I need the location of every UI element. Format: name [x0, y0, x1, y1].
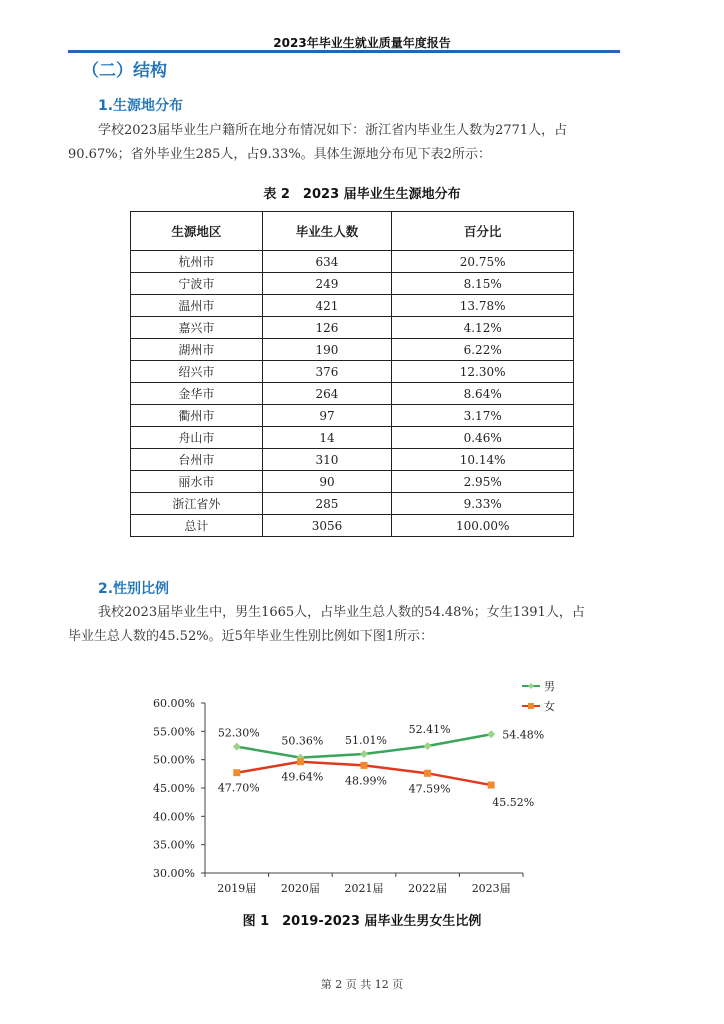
- table-row: [131, 273, 574, 295]
- table-cell: 4.12%: [392, 317, 574, 339]
- table-cell: 12.30%: [392, 361, 574, 383]
- gender-ratio-line-chart: [130, 672, 570, 902]
- male-data-point: [424, 742, 432, 750]
- male-data-label: 51.01%: [345, 733, 387, 747]
- table-header-row: [131, 212, 574, 251]
- legend-male-label: 男: [544, 680, 555, 693]
- table-cell: 10.14%: [392, 449, 574, 471]
- table-row: [131, 427, 574, 449]
- table-cell: 634: [262, 251, 392, 273]
- male-data-label: 54.48%: [502, 728, 545, 742]
- table-caption: 表 2 2023 届毕业生生源地分布: [263, 187, 461, 202]
- table-row: [131, 471, 574, 493]
- x-tick-label: 2021届: [344, 882, 384, 895]
- female-data-label: 47.70%: [217, 781, 260, 795]
- table-cell: 3.17%: [392, 405, 574, 427]
- female-data-label: 47.59%: [408, 782, 451, 796]
- table-cell: 285: [262, 493, 392, 515]
- male-data-label: 52.30%: [217, 726, 260, 740]
- table-cell: 衢州市: [131, 405, 263, 427]
- table-cell: 台州市: [131, 449, 263, 471]
- table-cell: 97: [262, 405, 392, 427]
- table-cell: 舟山市: [131, 427, 263, 449]
- table-row: [131, 295, 574, 317]
- table-cell: 264: [262, 383, 392, 405]
- subsection-title-gender: 2.性别比例: [98, 581, 170, 597]
- female-data-label: 48.99%: [345, 774, 387, 788]
- paragraph-gender-line1: 我校2023届毕业生中，男生1665人，占毕业生总人数的54.48%；女生1391人，占: [98, 605, 585, 620]
- male-data-label: 52.41%: [408, 723, 451, 737]
- table-cell: 宁波市: [131, 273, 263, 295]
- table-cell: 杭州市: [131, 251, 263, 273]
- y-tick-label: 50.00%: [153, 753, 195, 767]
- section-title: （二）结构: [82, 61, 167, 81]
- female-data-point: [488, 782, 495, 789]
- table-cell: 2.95%: [392, 471, 574, 493]
- table-cell: 190: [262, 339, 392, 361]
- table-cell: 126: [262, 317, 392, 339]
- x-tick-label: 2023届: [471, 882, 511, 895]
- table-cell: 金华市: [131, 383, 263, 405]
- female-data-point: [361, 762, 368, 769]
- female-data-label: 45.52%: [492, 796, 535, 810]
- table-cell: 249: [262, 273, 392, 295]
- legend-male-marker: [528, 683, 534, 689]
- male-data-point: [360, 750, 368, 758]
- legend-female-marker: [528, 703, 534, 709]
- header-rule: [68, 50, 620, 53]
- table-cell: 绍兴市: [131, 361, 263, 383]
- paragraph-origin: [68, 119, 630, 167]
- x-tick-label: 2022届: [408, 882, 448, 895]
- y-tick-label: 40.00%: [153, 810, 195, 824]
- table-row: [131, 515, 574, 537]
- table-cell: 421: [262, 295, 392, 317]
- table-cell: 310: [262, 449, 392, 471]
- female-data-point: [233, 769, 240, 776]
- male-data-point: [487, 730, 495, 738]
- paragraph-origin-line1: 学校2023届毕业生户籍所在地分布情况如下：浙江省内毕业生人数为2771人，占: [98, 123, 568, 138]
- page-footer: 第 2 页 共 12 页: [320, 978, 404, 991]
- y-tick-label: 30.00%: [153, 867, 195, 880]
- y-tick-label: 60.00%: [153, 697, 195, 710]
- table-cell: 9.33%: [392, 493, 574, 515]
- table-cell: 嘉兴市: [131, 317, 263, 339]
- y-tick-label: 45.00%: [153, 782, 195, 795]
- table-cell: 温州市: [131, 295, 263, 317]
- table-cell: 总计: [131, 515, 263, 537]
- table-cell: 100.00%: [392, 515, 574, 537]
- paragraph-gender-line2: 毕业生总人数的45.52%。近5年毕业生性别比例如下图1所示：: [68, 629, 434, 644]
- table-cell: 浙江省外: [131, 493, 263, 515]
- table-header-cell: 毕业生人数: [262, 212, 392, 251]
- table-row: [131, 383, 574, 405]
- female-data-point: [297, 758, 304, 765]
- table-row: [131, 449, 574, 471]
- x-tick-label: 2020届: [280, 882, 320, 895]
- table-row: [131, 493, 574, 515]
- table-header-cell: 生源地区: [131, 212, 263, 251]
- table-cell: 丽水市: [131, 471, 263, 493]
- table-cell: 8.15%: [392, 273, 574, 295]
- table-cell: 90: [262, 471, 392, 493]
- table-cell: 376: [262, 361, 392, 383]
- male-data-label: 50.36%: [281, 734, 324, 748]
- legend-female-label: 女: [544, 700, 555, 713]
- table-cell: 20.75%: [392, 251, 574, 273]
- male-data-point: [233, 743, 241, 751]
- origin-table: [130, 211, 574, 537]
- y-tick-label: 35.00%: [153, 838, 195, 852]
- table-cell: 8.64%: [392, 383, 574, 405]
- x-tick-label: 2019届: [217, 882, 257, 895]
- table-row: [131, 317, 574, 339]
- paragraph-origin-line2: 90.67%；省外毕业生285人，占9.33%。具体生源地分布见下表2所示：: [68, 147, 491, 162]
- figure-caption: 图 1 2019-2023 届毕业生男女生比例: [242, 914, 482, 929]
- page-header-title: 2023年毕业生就业质量年度报告: [273, 36, 451, 50]
- table-cell: 湖州市: [131, 339, 263, 361]
- table-row: [131, 361, 574, 383]
- female-data-label: 49.64%: [281, 770, 324, 784]
- table-cell: 14: [262, 427, 392, 449]
- table-row: [131, 405, 574, 427]
- table-row: [131, 339, 574, 361]
- female-data-point: [424, 770, 431, 777]
- table-header-cell: 百分比: [392, 212, 574, 251]
- table-row: [131, 251, 574, 273]
- table-cell: 6.22%: [392, 339, 574, 361]
- paragraph-gender: [68, 601, 630, 649]
- table-cell: 3056: [262, 515, 392, 537]
- table-cell: 0.46%: [392, 427, 574, 449]
- table-cell: 13.78%: [392, 295, 574, 317]
- subsection-title-origin: 1.生源地分布: [98, 98, 184, 114]
- y-tick-label: 55.00%: [153, 725, 195, 739]
